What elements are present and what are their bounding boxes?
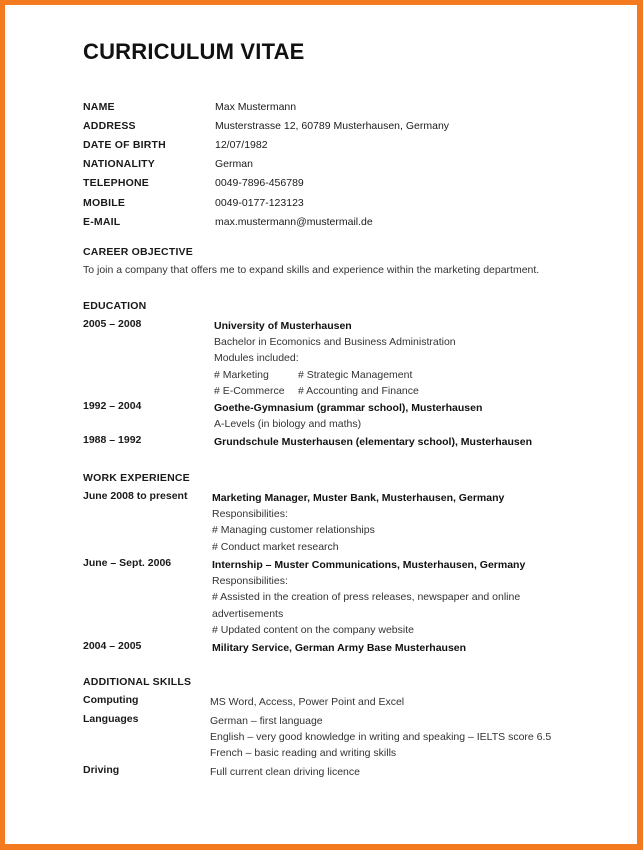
entry-heading: Goethe-Gymnasium (grammar school), Musterhausen bbox=[214, 402, 483, 414]
field-label: NATIONALITY bbox=[83, 158, 155, 171]
entry-line: Responsibilities: bbox=[212, 575, 288, 588]
entry-line: Responsibilities: bbox=[212, 508, 288, 521]
skill-line: MS Word, Access, Power Point and Excel bbox=[210, 696, 405, 708]
entry-date: June – Sept. 2006 bbox=[83, 557, 172, 569]
entry-line: Bachelor in Ecomonics and Business Administration bbox=[214, 336, 456, 349]
objective-text: To join a company that offers me to expand skills and experience within the marketing department. bbox=[83, 264, 540, 276]
skill-label: Languages bbox=[83, 713, 139, 725]
work-entry bbox=[83, 557, 525, 638]
entry-heading: University of Musterhausen bbox=[214, 320, 352, 332]
skill-detail bbox=[210, 764, 360, 780]
work-entry bbox=[83, 490, 504, 555]
field-label: ADDRESS bbox=[83, 119, 136, 132]
entry-heading: Military Service, German Army Base Musterhausen bbox=[212, 642, 467, 654]
section-title-work: WORK EXPERIENCE bbox=[83, 472, 190, 484]
skill-label: Driving bbox=[83, 764, 120, 776]
entry-detail bbox=[214, 400, 482, 432]
skill-entry bbox=[83, 713, 551, 762]
field-value: 0049-0177-123123 bbox=[215, 196, 304, 209]
skill-line: German – first language bbox=[210, 715, 323, 727]
entry-detail bbox=[212, 490, 504, 555]
entry-line: # Assisted in the creation of press releases, newspaper and online bbox=[212, 591, 521, 604]
entry-line: Modules included: bbox=[214, 352, 299, 365]
education-entry bbox=[83, 400, 482, 432]
entry-line: # Updated content on the company website bbox=[212, 623, 414, 636]
skill-entry bbox=[83, 764, 360, 780]
personal-row-address bbox=[83, 116, 449, 135]
field-value: German bbox=[215, 158, 253, 171]
field-value: max.mustermann@mustermail.de bbox=[215, 215, 373, 228]
field-label: E-MAIL bbox=[83, 215, 121, 228]
skill-label: Computing bbox=[83, 694, 139, 706]
field-value: 0049-7896-456789 bbox=[215, 177, 304, 190]
personal-row-dob bbox=[83, 135, 449, 154]
module-item: # Marketing bbox=[214, 368, 269, 381]
document-title: CURRICULUM VITAE bbox=[83, 39, 305, 64]
field-label: TELEPHONE bbox=[83, 177, 149, 190]
entry-detail bbox=[214, 318, 456, 399]
personal-details bbox=[83, 97, 449, 231]
module-item: # E-Commerce bbox=[214, 384, 285, 397]
entry-date: 1992 – 2004 bbox=[83, 400, 142, 412]
skill-entry bbox=[83, 694, 404, 710]
module-row bbox=[214, 383, 456, 399]
module-item: # Accounting and Finance bbox=[298, 384, 419, 397]
entry-line: advertisements bbox=[212, 607, 284, 620]
entry-detail bbox=[212, 640, 466, 656]
module-row bbox=[214, 367, 456, 383]
entry-line: # Managing customer relationships bbox=[212, 524, 375, 537]
skill-detail bbox=[210, 713, 551, 762]
entry-date: 2004 – 2005 bbox=[83, 640, 142, 652]
module-item: # Strategic Management bbox=[298, 368, 413, 381]
entry-detail bbox=[214, 434, 532, 450]
work-entry bbox=[83, 640, 466, 656]
entry-line: A-Levels (in biology and maths) bbox=[214, 418, 362, 431]
skill-line: French – basic reading and writing skills bbox=[210, 747, 397, 760]
cv-page bbox=[5, 5, 637, 844]
personal-row-mobile bbox=[83, 193, 449, 212]
entry-date: 1988 – 1992 bbox=[83, 434, 142, 446]
skill-line: English – very good knowledge in writing and speaking – IELTS score 6.5 bbox=[210, 731, 552, 744]
entry-heading: Grundschule Musterhausen (elementary school), Musterhausen bbox=[214, 436, 532, 448]
field-label: NAME bbox=[83, 100, 115, 113]
section-title-objective: CAREER OBJECTIVE bbox=[83, 246, 193, 258]
field-label: DATE OF BIRTH bbox=[83, 138, 166, 151]
entry-date: June 2008 to present bbox=[83, 490, 188, 502]
entry-heading: Marketing Manager, Muster Bank, Musterhausen, Germany bbox=[212, 492, 505, 504]
personal-row-nationality bbox=[83, 155, 449, 174]
skill-detail bbox=[210, 694, 404, 710]
education-entry bbox=[83, 318, 456, 399]
entry-date: 2005 – 2008 bbox=[83, 318, 142, 330]
field-value: 12/07/1982 bbox=[215, 138, 268, 151]
section-title-skills: ADDITIONAL SKILLS bbox=[83, 676, 192, 688]
personal-row-telephone bbox=[83, 174, 449, 193]
entry-line: # Conduct market research bbox=[212, 540, 339, 553]
skill-line: Full current clean driving licence bbox=[210, 766, 360, 778]
entry-detail bbox=[212, 557, 525, 638]
section-title-education: EDUCATION bbox=[83, 300, 147, 312]
personal-row-name bbox=[83, 97, 449, 116]
field-label: MOBILE bbox=[83, 196, 126, 209]
field-value: Musterstrasse 12, 60789 Musterhausen, Germany bbox=[215, 119, 450, 132]
field-value: Max Mustermann bbox=[215, 100, 297, 113]
entry-heading: Internship – Muster Communications, Musterhausen, Germany bbox=[212, 559, 526, 571]
personal-row-email bbox=[83, 212, 449, 231]
education-entry bbox=[83, 434, 532, 450]
